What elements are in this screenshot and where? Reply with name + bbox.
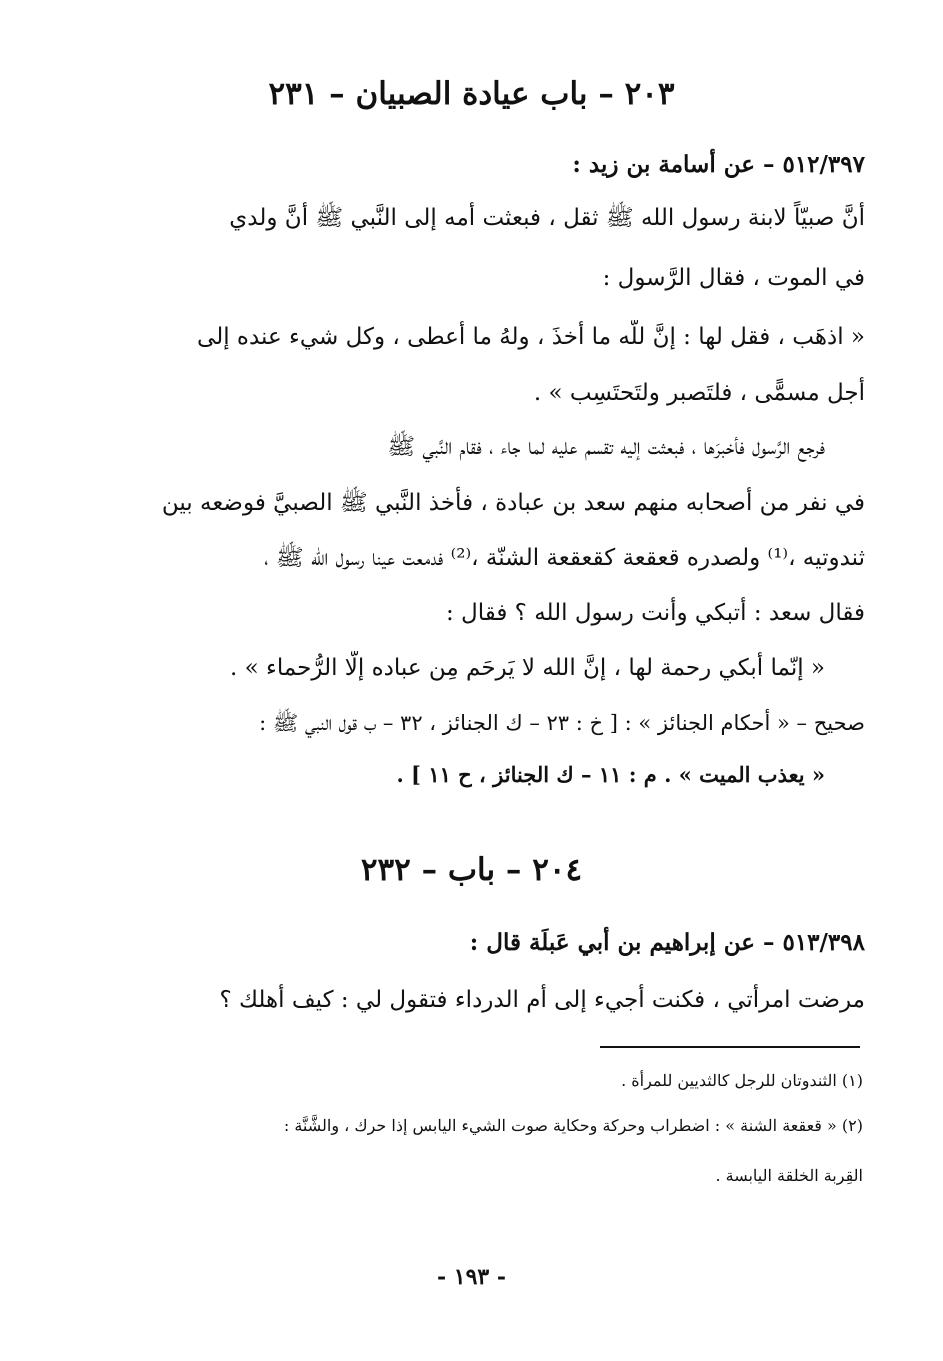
footnote-separator [600,1046,860,1048]
grading-line: صحيح – « أحكام الجنائز » : [ خ : ٢٣ – ك الجنائز ، ٣٢ – ب قول النبي ﷺ : [259,711,865,735]
hadith-text-line: مرضت امرأتي ، فكنت أجيء إلى أم الدرداء فتقول لي : كيف أهلك ؟ [219,987,865,1013]
hadith-text-line: في الموت ، فقال الرَّسول : [602,265,865,291]
hadith-text-line: في نفر من أصحابه منهم سعد بن عبادة ، فأخذ النَّبي ﷺ الصبيَّ فوضعه بين [161,490,865,516]
footnote-2-continued: القِربة الخلقة اليابسة . [715,1166,863,1185]
hadith-text-line: أجل مسمًّى ، فلتَصبر ولتَحتَسِب » . [533,380,865,406]
footnote-2: (٢) « قعقعة الشنة » : اضطراب وحركة وحكاية صوت الشيء اليابس إذا حرك ، والشَّنَّة : [283,1116,863,1135]
hadith-number-398: ٥١٣/٣٩٨ – عن إبراهيم بن أبي عَبلَة قال : [469,929,865,956]
hadith-text-line: فقال سعد : أتبكي وأنت رسول الله ؟ فقال : [445,600,865,626]
hadith-text-line: ثندوتيه ،⁽¹⁾ ولصدره قعقعة كقعقعة الشنّة ،⁽²⁾ فدمعت عينا رسول الله ﷺ ، [264,545,865,571]
chapter-heading-204: ٢٠٤ – باب – ٢٣٢ [360,852,583,888]
hadith-text-line: « اذهَب ، فقل لها : إنَّ للّه ما أخذَ ، ولهُ ما أعطى ، وكل شيء عنده إلى [197,324,865,350]
grading-line: « يعذب الميت » . م : ١١ – ك الجنائز ، ح ١١ ] . [396,762,825,787]
hadith-text-line: « إنّما أبكي رحمة لها ، إنَّ الله لا يَرحَم مِن عباده إلّا الرُّحماء » . [230,655,825,681]
hadith-text-line: فرجع الرَّسول فأخبرَها ، فبعثت إليه تقسم عليه لما جاء ، فقام النَّبي ﷺ [387,434,825,460]
hadith-text-line: أنَّ صبيّاً لابنة رسول الله ﷺ ثقل ، فبعثت أمه إلى النَّبي ﷺ أنَّ ولدي [229,205,865,231]
chapter-heading-203: ٢٠٣ – باب عيادة الصبيان – ٢٣١ [268,76,675,112]
footnote-1: (١) الثندوتان للرجل كالثديين للمرأة . [621,1071,863,1090]
page-number: - ١٩٣ - [436,1264,507,1290]
hadith-number-397: ٥١٢/٣٩٧ – عن أسامة بن زيد : [572,151,865,178]
